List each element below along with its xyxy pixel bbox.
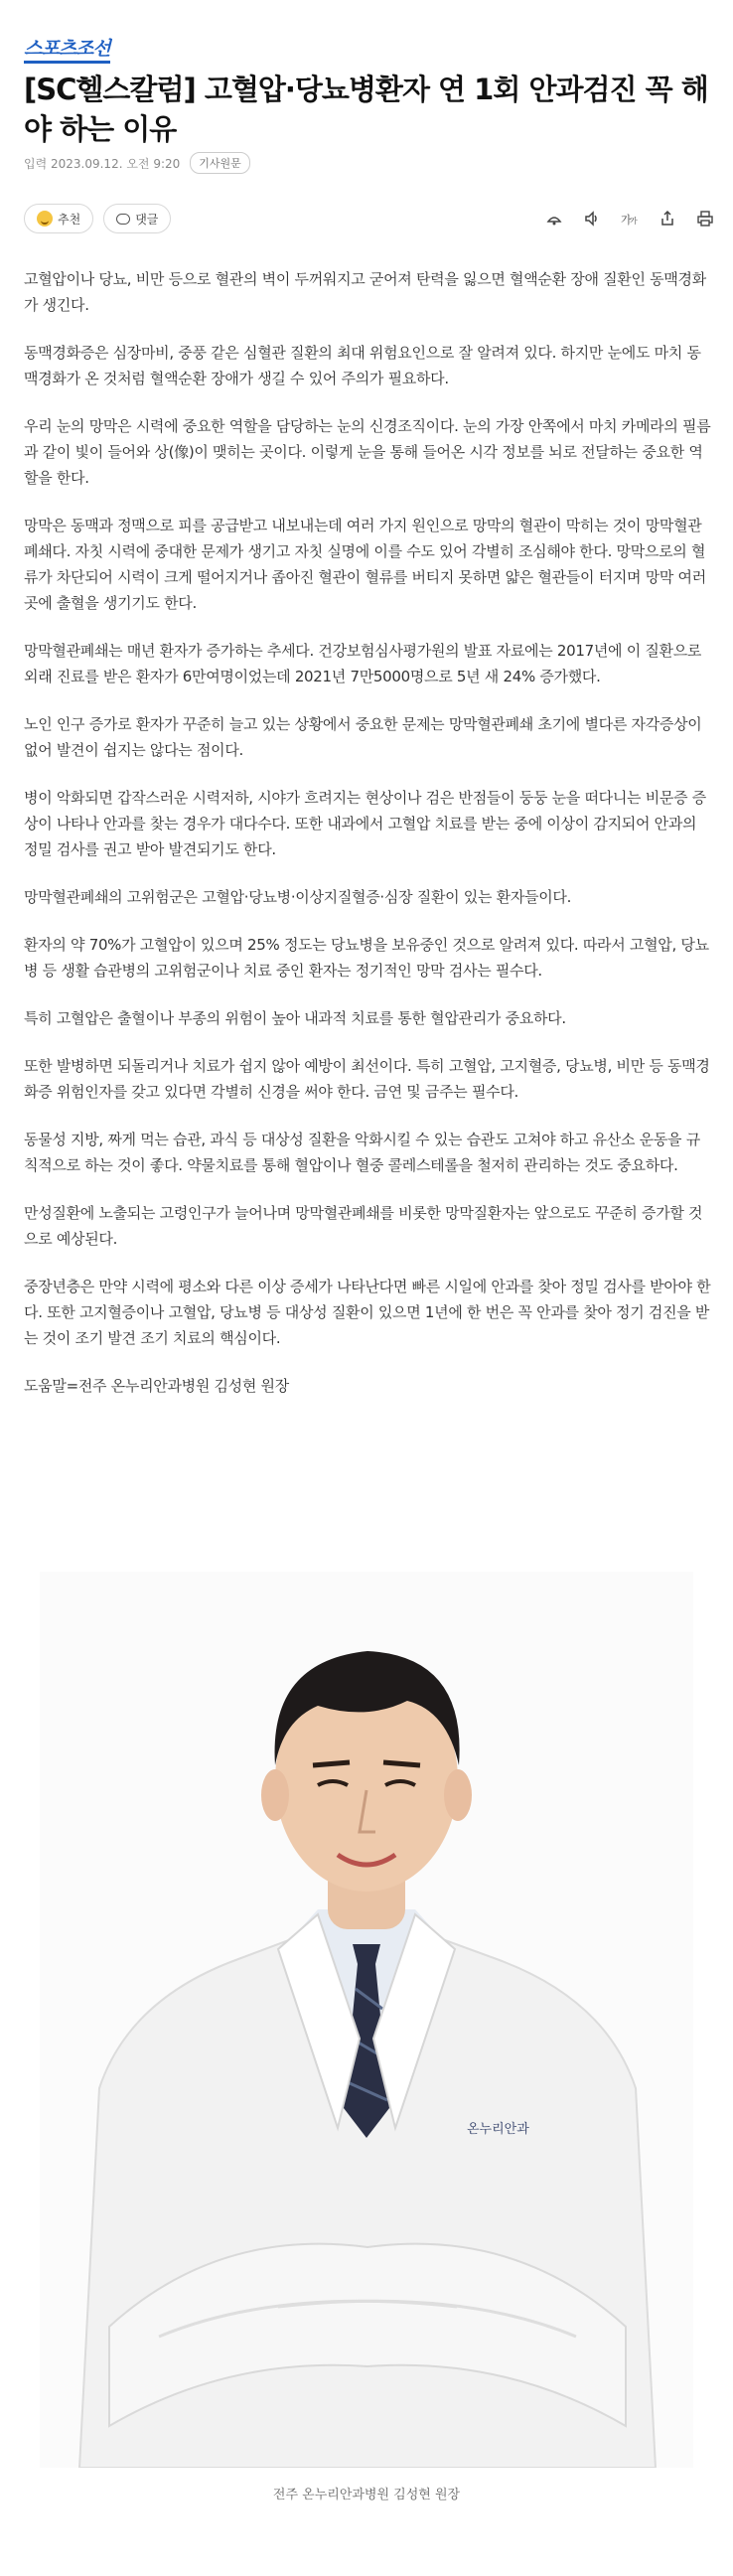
coat-embroidery: 온누리안과 — [467, 2122, 529, 2137]
print-icon[interactable] — [695, 209, 715, 228]
comment-button[interactable] — [103, 204, 171, 233]
paragraph: 망막혈관폐쇄의 고위험군은 고혈압·당뇨병·이상지질혈증·심장 질환이 있는 환자들이다. — [24, 888, 572, 906]
original-article-link[interactable]: 기사원문 — [190, 152, 250, 174]
paragraph: 특히 고혈압은 출혈이나 부종의 위험이 높아 내과적 치료를 통한 혈압관리가 중요하다. — [24, 1009, 566, 1027]
published-time: 입력 2023.09.12. 오전 9:20 — [24, 156, 181, 171]
publisher-logo[interactable]: 스포츠조선 — [24, 38, 110, 64]
paragraph: 망막은 동맥과 정맥으로 피를 공급받고 내보내는데 여러 가지 원인으로 망막의 혈관이 막히는 것이 망막혈관폐쇄다. 자칫 시력에 중대한 문제가 생기고 자칫 실명에 이를 수도 있어 각별히 조심해야 한다. 망막으로의 혈류가 차단되어 시력이 크게 떨어지거나 좁아진 혈관이 혈류를 버티지 못하면 얇은 혈관들이 터지며 망막 여러 곳에 출혈을 생기기도 한다. — [24, 517, 706, 612]
comment-icon — [116, 214, 130, 225]
paragraph: 동물성 지방, 짜게 먹는 습관, 과식 등 대상성 질환을 악화시킬 수 있는 습관도 고쳐야 하고 유산소 운동을 규칙적으로 하는 것이 좋다. 약물치료를 통해 혈압이나 혈중 콜레스테롤을 철저히 관리하는 것도 중요하다. — [24, 1131, 700, 1174]
doctor-photo — [40, 1572, 693, 2468]
paragraph: 환자의 약 70%가 고혈압이 있으며 25% 정도는 당뇨병을 보유중인 것으로 알려져 있다. 따라서 고혈압, 당뇨병 등 생활 습관병의 고위험군이나 치료 중인 환자는 정기적인 망막 검사는 필수다. — [24, 936, 709, 980]
reaction-bar — [24, 204, 171, 233]
photo-caption: 전주 온누리안과병원 김성현 원장 — [272, 2488, 461, 2502]
font-size-icon[interactable] — [620, 209, 640, 228]
comment-label: 댓글 — [135, 212, 159, 227]
article-body — [24, 266, 711, 1421]
paragraph: 또한 발병하면 되돌리거나 치료가 쉽지 않아 예방이 최선이다. 특히 고혈압, 고지혈증, 당뇨병, 비만 등 동맥경화증 위험인자를 갖고 있다면 각별히 신경을 써야 한다. 금연 및 금주는 필수다. — [24, 1057, 710, 1101]
article-tools — [544, 209, 715, 228]
recommend-button[interactable] — [24, 204, 93, 233]
voice-icon[interactable] — [544, 209, 564, 228]
paragraph: 동맥경화증은 심장마비, 중풍 같은 심혈관 질환의 최대 위험요인으로 잘 알려져 있다. 하지만 눈에도 마치 동맥경화가 온 것처럼 혈액순환 장애가 생길 수 있어 주의가 필요하다. — [24, 344, 701, 387]
svg-text:가: 가 — [630, 217, 638, 226]
paragraph: 망막혈관폐쇄는 매년 환자가 증가하는 추세다. 건강보험심사평가원의 발표 자료에는 2017년에 이 질환으로 외래 진료를 받은 환자가 6만여명이었는데 2021년 7만5000명으로 5년 새 24% 증가했다. — [24, 642, 702, 685]
doctor-illustration — [40, 1572, 693, 2468]
byline-credit: 도움말=전주 온누리안과병원 김성현 원장 — [24, 1377, 289, 1395]
recommend-label: 추천 — [58, 212, 81, 227]
smile-icon — [37, 211, 53, 227]
paragraph: 병이 악화되면 갑작스러운 시력저하, 시야가 흐려지는 현상이나 검은 반점들이 둥둥 눈을 떠다니는 비문증 증상이 나타나 안과를 찾는 경우가 대다수다. 또한 내과에서 고혈압 치료를 받는 중에 이상이 감지되어 안과의 정밀 검사를 권고 받아 발견되기도 한다. — [24, 789, 706, 858]
paragraph: 노인 인구 증가로 환자가 꾸준히 늘고 있는 상황에서 중요한 문제는 망막혈관폐쇄 초기에 별다른 자각증상이 없어 발견이 쉽지는 않다는 점이다. — [24, 715, 702, 759]
paragraph: 고혈압이나 당뇨, 비만 등으로 혈관의 벽이 두꺼워지고 굳어져 탄력을 잃으면 혈액순환 장애 질환인 동맥경화가 생긴다. — [24, 270, 706, 314]
svg-text:가: 가 — [621, 214, 632, 227]
audio-icon[interactable] — [582, 209, 602, 228]
article-title: [SC헬스칼럼] 고혈압·당뇨병환자 연 1회 안과검진 꼭 해야 하는 이유 — [24, 73, 708, 146]
paragraph: 중장년층은 만약 시력에 평소와 다른 이상 증세가 나타난다면 빠른 시일에 안과를 찾아 정밀 검사를 받아야 한다. 또한 고지혈증이나 고혈압, 당뇨병 등 대상성 질환이 있으면 1년에 한 번은 꼭 안과를 찾아 정기 검진을 받는 것이 조기 발견 조기 치료의 핵심이다. — [24, 1278, 711, 1347]
paragraph: 만성질환에 노출되는 고령인구가 늘어나며 망막혈관폐쇄를 비롯한 망막질환자는 앞으로도 꾸준히 증가할 것으로 예상된다. — [24, 1204, 703, 1248]
share-icon[interactable] — [658, 209, 677, 228]
paragraph: 우리 눈의 망막은 시력에 중요한 역할을 담당하는 눈의 신경조직이다. 눈의 가장 안쪽에서 마치 카메라의 필름과 같이 빛이 들어와 상(像)이 맺히는 곳이다. 이렇게 눈을 통해 들어온 시각 정보를 뇌로 전달하는 중요한 역할을 한다. — [24, 417, 711, 487]
article-meta — [24, 152, 250, 174]
